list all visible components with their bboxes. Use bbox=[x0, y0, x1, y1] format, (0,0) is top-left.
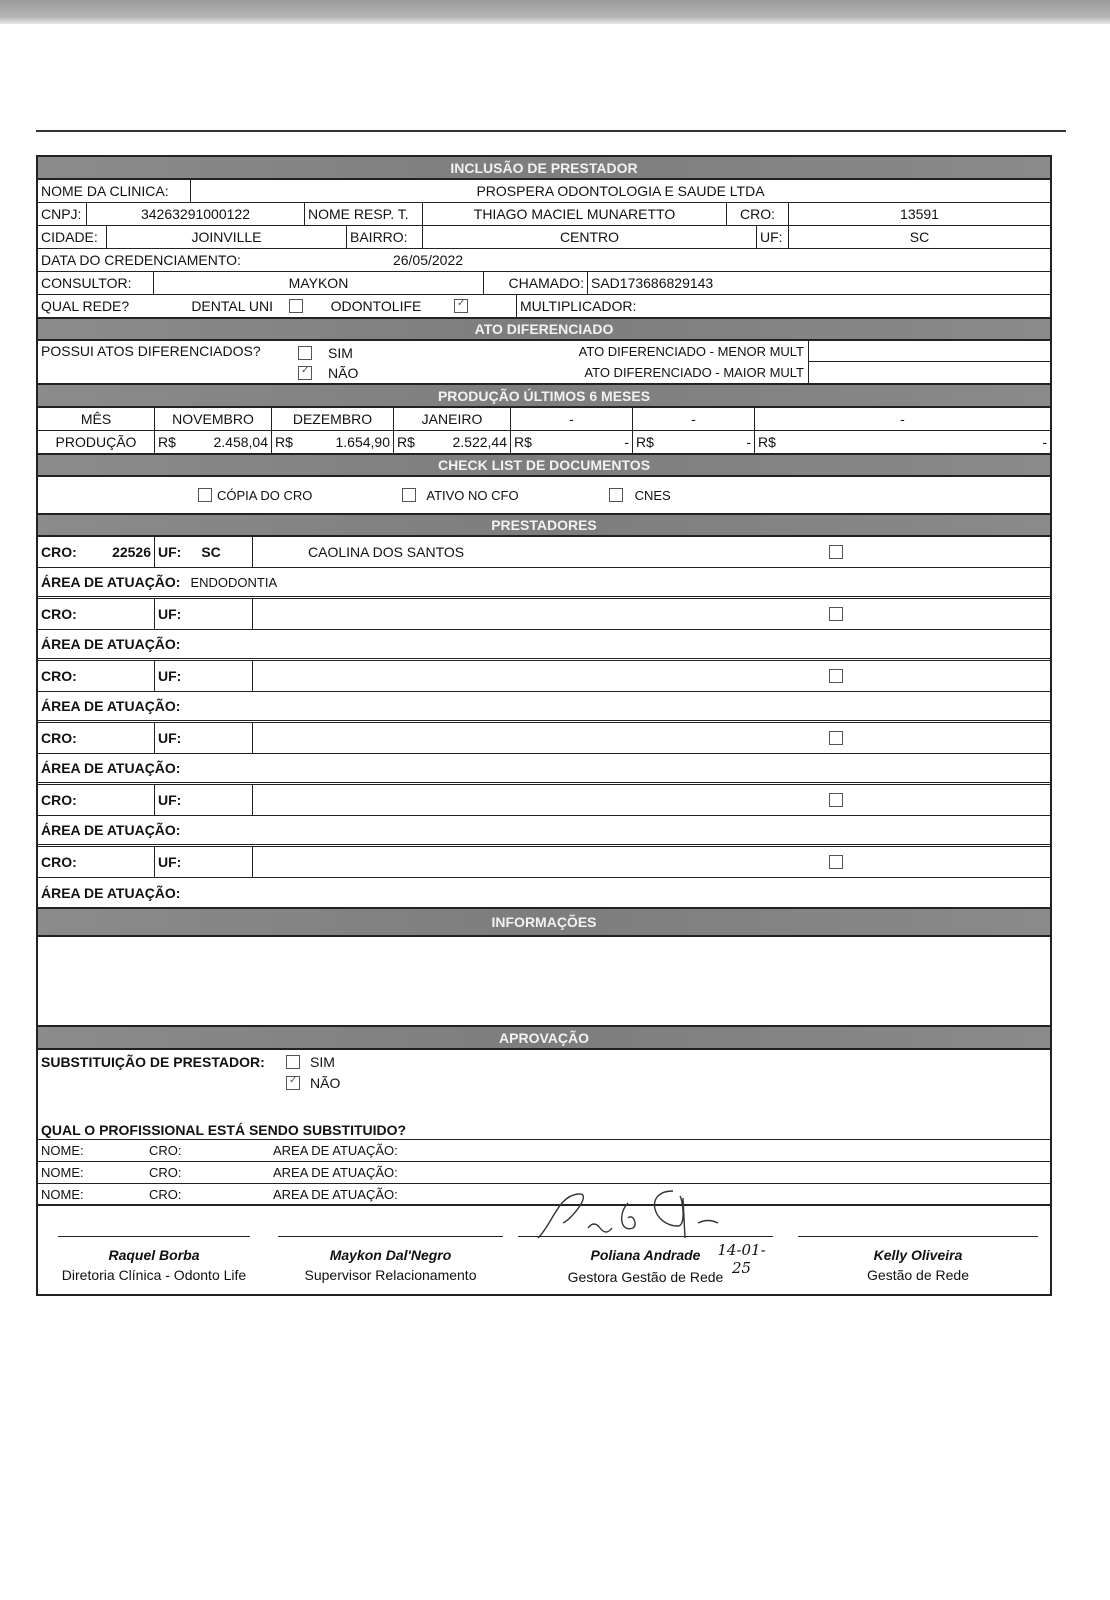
section-informacoes: INFORMAÇÕES bbox=[38, 909, 1050, 937]
informacoes-textarea[interactable] bbox=[38, 937, 1050, 1027]
prestador-checkbox[interactable] bbox=[829, 669, 843, 683]
nome-label: NOME: bbox=[41, 1143, 84, 1158]
ato-question: POSSUI ATOS DIFERENCIADOS? bbox=[41, 343, 261, 359]
bairro-field[interactable]: CENTRO bbox=[422, 226, 756, 248]
prestador-checkbox[interactable] bbox=[829, 855, 843, 869]
uf-field[interactable]: SC bbox=[788, 226, 1050, 248]
ato-nao-checkbox[interactable] bbox=[298, 366, 312, 380]
cnpj-field[interactable]: 34263291000122 bbox=[86, 203, 304, 225]
clinic-name-field[interactable]: PROSPERA ODONTOLOGIA E SAUDE LTDA bbox=[190, 180, 1050, 202]
signature-kelly bbox=[798, 1236, 1038, 1283]
currency: R$ bbox=[514, 434, 532, 450]
prestador-row bbox=[38, 661, 1050, 692]
prestador-row bbox=[38, 847, 1050, 878]
cro-label: CRO: bbox=[149, 1165, 182, 1180]
signature-raquel bbox=[58, 1236, 250, 1283]
area-row: ÁREA DE ATUAÇÃO: bbox=[38, 754, 1050, 785]
inclusao-prestador-form bbox=[36, 155, 1052, 1296]
producao-4: - bbox=[624, 434, 629, 450]
currency: R$ bbox=[158, 434, 176, 450]
cro-label: CRO: bbox=[41, 606, 77, 622]
prestador-row bbox=[38, 599, 1050, 630]
chamado-label: CHAMADO: bbox=[483, 272, 587, 294]
subst-question: QUAL O PROFISSIONAL ESTÁ SENDO SUBSTITUIDO? bbox=[38, 1118, 1050, 1140]
prestadores-list bbox=[38, 537, 1050, 909]
cro-label: CRO: bbox=[41, 854, 77, 870]
row-producao bbox=[38, 431, 1050, 454]
subst-nao-label: NÃO bbox=[310, 1075, 341, 1091]
ato-maior-label: ATO DIFERENCIADO - MAIOR MULT bbox=[584, 365, 804, 380]
producao-3: 2.522,44 bbox=[452, 434, 507, 450]
prestador-name[interactable]: CAOLINA DOS SANTOS bbox=[308, 544, 465, 560]
mes-6: - bbox=[754, 408, 1050, 430]
cnpj-label: CNPJ: bbox=[41, 206, 82, 222]
top-divider bbox=[36, 130, 1066, 132]
signatory-name: Kelly Oliveira bbox=[873, 1247, 963, 1263]
uf-label: UF: bbox=[154, 723, 252, 753]
cidade-label: CIDADE: bbox=[41, 229, 98, 245]
cro-field[interactable]: 13591 bbox=[788, 203, 1050, 225]
area-row: ÁREA DE ATUAÇÃO: bbox=[38, 630, 1050, 661]
data-label: DATA DO CREDENCIAMENTO: bbox=[41, 252, 241, 268]
producao-5: - bbox=[746, 434, 751, 450]
handwritten-date: 14-01-25 bbox=[717, 1241, 766, 1277]
nome-label: NOME: bbox=[41, 1165, 84, 1180]
currency: R$ bbox=[758, 434, 776, 450]
area-row bbox=[38, 568, 1050, 599]
rede-dental-uni-checkbox[interactable] bbox=[289, 299, 303, 313]
producao-label: PRODUÇÃO bbox=[55, 434, 137, 450]
handwritten-signature-icon bbox=[533, 1188, 733, 1248]
row-data-credenciamento bbox=[38, 249, 1050, 272]
uf-value[interactable]: SC bbox=[201, 544, 221, 560]
clinic-name-label: NOME DA CLINICA: bbox=[41, 183, 169, 199]
scan-edge bbox=[0, 0, 1110, 24]
resp-field[interactable]: THIAGO MACIEL MUNARETTO bbox=[422, 203, 726, 225]
signatory-role: Gestora Gestão de Rede bbox=[567, 1269, 724, 1285]
cro-label: CRO: bbox=[726, 203, 788, 225]
area-row: ÁREA DE ATUAÇÃO: bbox=[38, 692, 1050, 723]
subst-sim-label: SIM bbox=[310, 1054, 335, 1070]
signatory-role: Diretoria Clínica - Odonto Life bbox=[61, 1267, 247, 1283]
cro-label: CRO: bbox=[149, 1143, 182, 1158]
prestador-checkbox[interactable] bbox=[829, 545, 843, 559]
subst-sim-checkbox[interactable] bbox=[286, 1055, 300, 1069]
cro-value[interactable]: 22526 bbox=[112, 544, 151, 560]
cro-label: CRO: bbox=[149, 1186, 182, 1202]
row-consultor bbox=[38, 272, 1050, 295]
section-prestadores: PRESTADORES bbox=[38, 514, 1050, 537]
prestador-checkbox[interactable] bbox=[829, 731, 843, 745]
uf-label: UF: bbox=[154, 847, 252, 877]
rede-odontolife-checkbox[interactable] bbox=[454, 299, 468, 313]
prestador-checkbox[interactable] bbox=[829, 607, 843, 621]
cro-copy-checkbox[interactable] bbox=[198, 488, 212, 502]
subst-label: SUBSTITUIÇÃO DE PRESTADOR: bbox=[41, 1054, 265, 1070]
prestador-checkbox[interactable] bbox=[829, 793, 843, 807]
bairro-label: BAIRRO: bbox=[346, 226, 422, 248]
section-producao: PRODUÇÃO ÚLTIMOS 6 MESES bbox=[38, 385, 1050, 408]
cnes-checkbox[interactable] bbox=[609, 488, 623, 502]
prestador-row bbox=[38, 723, 1050, 754]
ato-diferenciado-block bbox=[38, 341, 1050, 385]
ato-nao-label: NÃO bbox=[328, 365, 359, 381]
currency: R$ bbox=[275, 434, 293, 450]
prestador-row bbox=[38, 537, 1050, 568]
resp-label: NOME RESP. T. bbox=[304, 203, 422, 225]
area-label: AREA DE ATUAÇÃO: bbox=[273, 1186, 398, 1202]
rede-dental-uni-label: DENTAL UNI bbox=[191, 298, 273, 314]
checklist-block bbox=[38, 477, 1050, 514]
checklist-item-1: CÓPIA DO CRO bbox=[217, 487, 313, 503]
checklist-item-2: ATIVO NO CFO bbox=[426, 487, 519, 503]
area-value[interactable]: ENDODONTIA bbox=[190, 574, 278, 590]
section-ato-diferenciado: ATO DIFERENCIADO bbox=[38, 318, 1050, 341]
row-clinic-name bbox=[38, 180, 1050, 203]
cro-label: CRO: bbox=[41, 730, 77, 746]
currency: R$ bbox=[636, 434, 654, 450]
row-qual-rede bbox=[38, 295, 1050, 318]
rede-label: QUAL REDE? bbox=[41, 298, 130, 314]
subst-row bbox=[38, 1162, 1050, 1184]
rede-odontolife-label: ODONTOLIFE bbox=[330, 298, 422, 314]
section-aprovacao: APROVAÇÃO bbox=[38, 1027, 1050, 1050]
producao-2: 1.654,90 bbox=[335, 434, 390, 450]
currency: R$ bbox=[397, 434, 415, 450]
signature-block bbox=[38, 1206, 1050, 1296]
cidade-field[interactable]: JOINVILLE bbox=[106, 226, 346, 248]
uf-label: UF: bbox=[154, 785, 252, 815]
area-row: ÁREA DE ATUAÇÃO: bbox=[38, 816, 1050, 847]
ato-sim-checkbox[interactable] bbox=[298, 346, 312, 360]
signature-line bbox=[278, 1236, 503, 1237]
mes-3: JANEIRO bbox=[393, 408, 510, 430]
ato-menor-field[interactable] bbox=[809, 341, 1050, 362]
uf-label: UF: bbox=[154, 599, 252, 629]
prestador-row bbox=[38, 785, 1050, 816]
signatory-name: Poliana Andrade bbox=[590, 1247, 701, 1263]
substituicao-block bbox=[38, 1050, 1050, 1118]
ato-sim-label: SIM bbox=[328, 345, 353, 361]
signatory-role: Gestão de Rede bbox=[867, 1267, 969, 1283]
cfo-active-checkbox[interactable] bbox=[402, 488, 416, 502]
row-cnpj bbox=[38, 203, 1050, 226]
data-field[interactable]: 26/05/2022 bbox=[392, 252, 464, 268]
producao-1: 2.458,04 bbox=[213, 434, 268, 450]
uf-label: UF: bbox=[158, 544, 182, 560]
consultor-field[interactable]: MAYKON bbox=[153, 272, 483, 294]
consultor-label: CONSULTOR: bbox=[41, 275, 132, 291]
signature-line bbox=[58, 1236, 250, 1237]
area-label: AREA DE ATUAÇÃO: bbox=[273, 1165, 398, 1180]
signatory-name: Raquel Borba bbox=[108, 1247, 200, 1263]
subst-nao-checkbox[interactable] bbox=[286, 1076, 300, 1090]
mes-5: - bbox=[632, 408, 754, 430]
ato-menor-label: ATO DIFERENCIADO - MENOR MULT bbox=[578, 344, 804, 359]
mes-2: DEZEMBRO bbox=[271, 408, 393, 430]
producao-6: - bbox=[1042, 434, 1047, 450]
signature-poliana bbox=[518, 1236, 773, 1285]
form-title: INCLUSÃO DE PRESTADOR bbox=[38, 157, 1050, 180]
subst-row bbox=[38, 1140, 1050, 1162]
area-label: ÁREA DE ATUAÇÃO: bbox=[41, 574, 181, 590]
signature-maykon bbox=[278, 1236, 503, 1283]
checklist-item-3: CNES bbox=[634, 487, 671, 503]
mes-label: MÊS bbox=[80, 411, 112, 427]
multiplicador-label: MULTIPLICADOR: bbox=[516, 295, 1050, 317]
mes-4: - bbox=[510, 408, 632, 430]
row-cidade bbox=[38, 226, 1050, 249]
cro-label: CRO: bbox=[41, 668, 77, 684]
row-meses bbox=[38, 408, 1050, 431]
area-label: AREA DE ATUAÇÃO: bbox=[273, 1143, 398, 1158]
area-row: ÁREA DE ATUAÇÃO: bbox=[38, 878, 1050, 909]
section-checklist: CHECK LIST DE DOCUMENTOS bbox=[38, 454, 1050, 477]
signature-line bbox=[798, 1236, 1038, 1237]
cro-label: CRO: bbox=[41, 792, 77, 808]
ato-maior-field[interactable] bbox=[809, 362, 1050, 383]
chamado-field[interactable]: SAD173686829143 bbox=[587, 272, 1050, 294]
uf-label: UF: bbox=[154, 661, 252, 691]
mes-1: NOVEMBRO bbox=[154, 408, 271, 430]
signatory-role: Supervisor Relacionamento bbox=[304, 1267, 477, 1283]
signatory-name: Maykon Dal'Negro bbox=[329, 1247, 452, 1263]
nome-label: NOME: bbox=[41, 1186, 84, 1202]
cro-label: CRO: bbox=[41, 544, 77, 560]
uf-label: UF: bbox=[756, 226, 788, 248]
